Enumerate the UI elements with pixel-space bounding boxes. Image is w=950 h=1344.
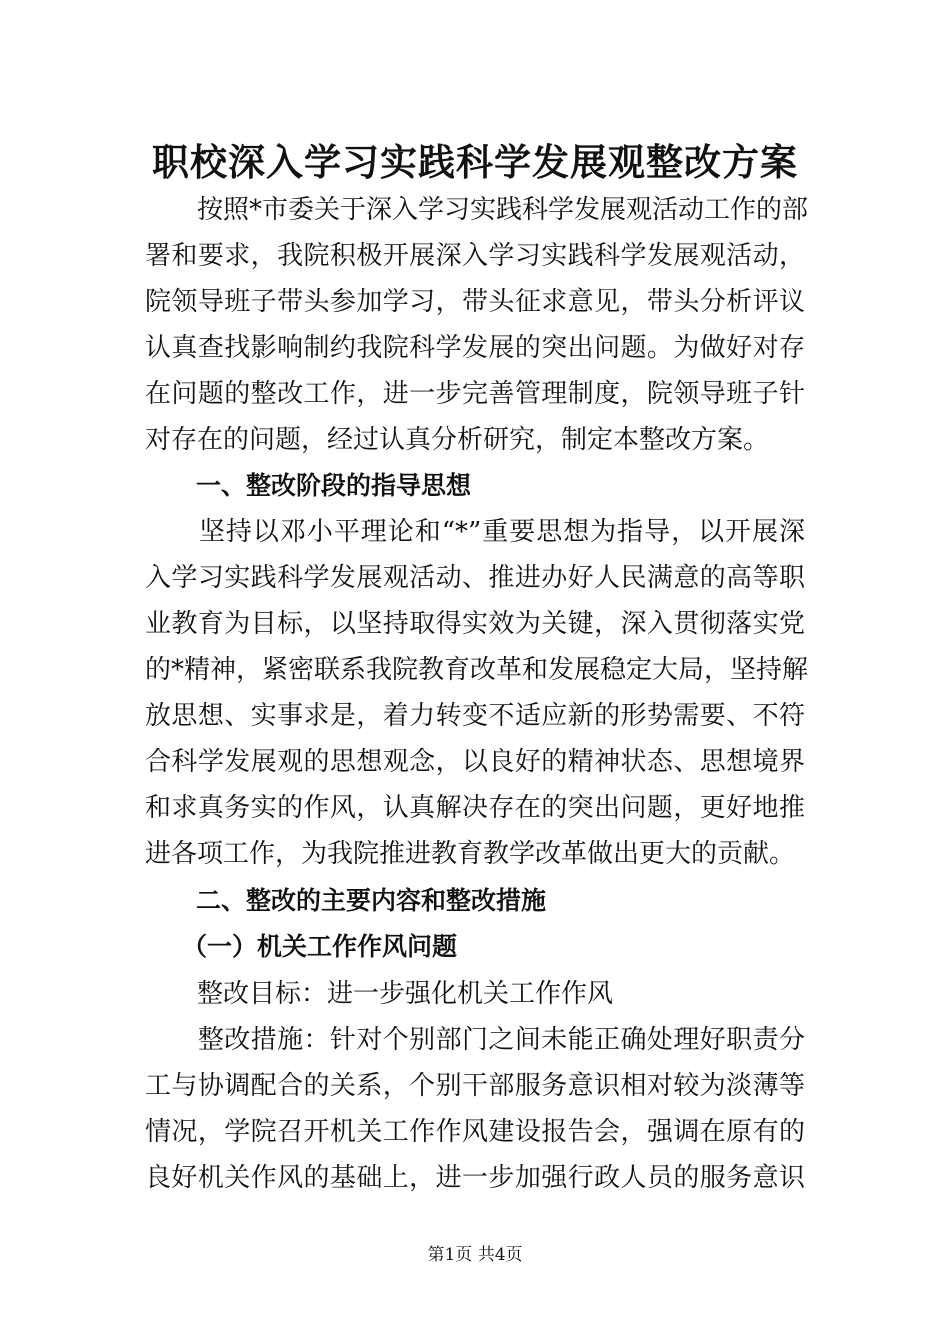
target-line: 整改目标：进一步强化机关工作作风 (145, 979, 614, 1009)
section-1-line-8: 进各项工作，为我院推进教育教学改革做出更大的贡献。 (145, 839, 796, 869)
measure-line-3: 情况，学院召开机关工作作风建设报告会，强调在原有的 (145, 1117, 805, 1147)
section-1-line-5: 放思想、实事求是，着力转变不适应新的形势需要、不符 (145, 701, 805, 731)
section-1-line-4: 的*精神，紧密联系我院教育改革和发展稳定大局，坚持解 (145, 655, 809, 685)
page-footer: 第1页 共4页 (427, 1245, 523, 1265)
intro-line-3: 院领导班子带头参加学习，带头征求意见，带头分析评议 (145, 287, 805, 317)
intro-line-4: 认真查找影响制约我院科学发展的突出问题。为做好对存 (145, 333, 805, 363)
intro-line-6: 对存在的问题，经过认真分析研究，制定本整改方案。 (145, 425, 770, 455)
document-title: 职校深入学习实践科学发展观整改方案 (152, 140, 798, 184)
subsection-1-heading: （一）机关工作作风问题 (182, 932, 458, 961)
section-2-heading: 二、整改的主要内容和整改措施 (196, 886, 547, 915)
measure-line-2: 工与协调配合的关系，个别干部服务意识相对较为淡薄等 (145, 1071, 805, 1101)
section-1-heading: 一、整改阶段的指导思想 (196, 471, 472, 500)
section-1-line-7: 和求真务实的作风，认真解决存在的突出问题，更好地推 (145, 793, 805, 823)
measure-line-4: 良好机关作风的基础上，进一步加强行政人员的服务意识 (145, 1163, 805, 1193)
measure-line-1: 整改措施：针对个别部门之间未能正确处理好职责分 (145, 1025, 805, 1055)
intro-line-2: 署和要求，我院积极开展深入学习实践科学发展观活动， (145, 241, 805, 271)
intro-line-5: 在问题的整改工作，进一步完善管理制度，院领导班子针 (145, 379, 805, 409)
section-1-line-6: 合科学发展观的思想观念，以良好的精神状态、思想境界 (145, 747, 805, 777)
section-1-line-2: 入学习实践科学发展观活动、推进办好人民满意的高等职 (145, 563, 805, 593)
intro-line-1: 按照*市委关于深入学习实践科学发展观活动工作的部 (145, 195, 809, 225)
section-1-line-3: 业教育为目标，以坚持取得实效为关键，深入贯彻落实党 (145, 609, 805, 639)
section-1-line-1: 坚持以邓小平理论和“*”重要思想为指导，以开展深 (145, 517, 805, 547)
